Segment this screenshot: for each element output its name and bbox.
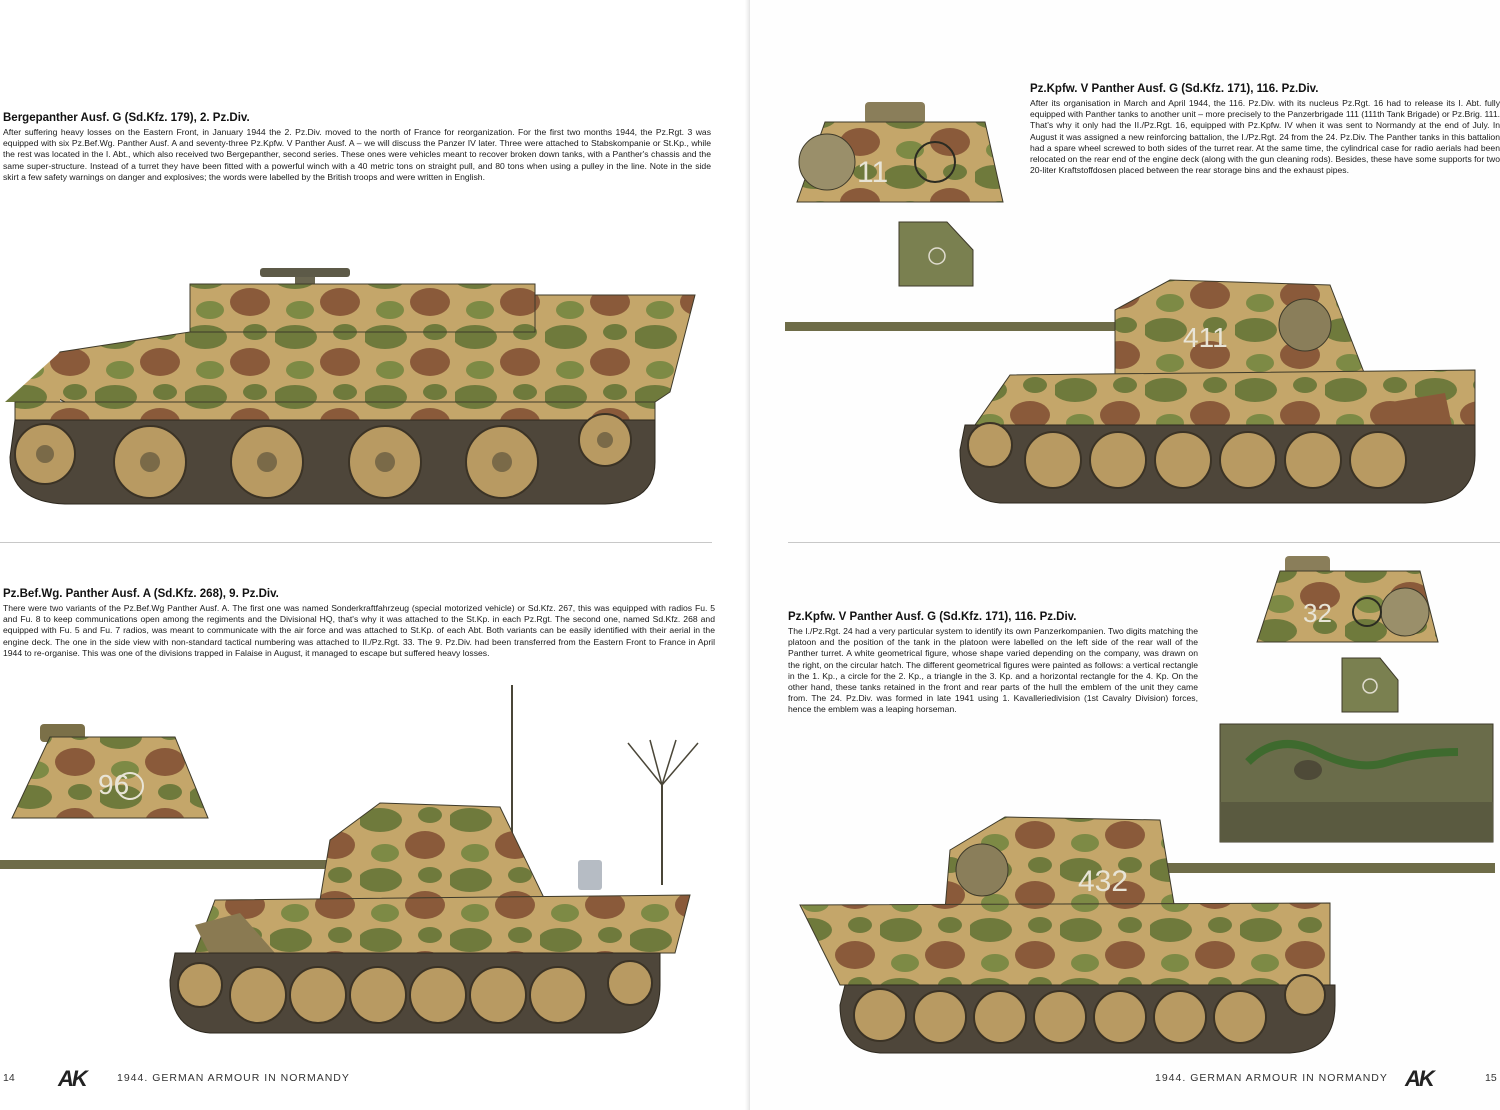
section-title: Pz.Kpfw. V Panther Ausf. G (Sd.Kfz. 171), 116. Pz.Div. [1030,83,1319,95]
turret-rear-illustration [795,102,1005,202]
section-text: The I./Pz.Rgt. 24 had a very particular system to identify its own Panzerkompanien. Two digits matching the platoon and the position of the tank in the platoon were labelled on the left side of the rear wall of the Panther turret. A white geometrical figure, whose shape varied depending on the company, was drawn on the right, on the circular hatch. The different geometrical figures were painted as follows: a vertical rectangle in the 1. Kp., a circle for the 2. Kp., a triangle in the 3. Kp. and a horizontal rectangle for the 4. Kp. On the other hand, these tanks retained in the front and rear parts of the hull the emblem of the unit they came from. The 24. Pz.Div. was formed in late 1941 using 1. Kavalleriedivision (1st Cavalry Division) forces, hence the emblem was a leaping horseman. [788,626,1198,715]
page-number: 15 [1485,1072,1497,1084]
ak-logo: AK [1405,1066,1433,1091]
section-pz-bef-wg [3,587,715,659]
panther-g-432-illustration [790,795,1495,1065]
turret-number: 11 [857,156,889,189]
footer-title: 1944. GERMAN ARMOUR IN NORMANDY [1155,1072,1388,1084]
section-title: Pz.Bef.Wg. Panther Ausf. A (Sd.Kfz. 268), 9. Pz.Div. [3,588,279,600]
panther-g-411-illustration [785,255,1500,525]
section-text: After its organisation in March and April 1944, the 116. Pz.Div. with its nucleus Pz.Rgt. 16 had to release its I. Abt. fully equipped with Panther tanks to another unit – more precisely to the Panzerbrigade 111 (111th Tank Brigade) or Pz.Brig. 111. That's why it only had the II./Pz.Rgt. 16, equipped with Pz.Kpfw. IV when it was sent to Normandy at the end of July. In August it was assigned a new reinforcing battalion, the I./Pz.Rgt. 24 from the 24. Pz.Div. The Panther tanks in this battalion had a spare wheel screwed to both sides of the turret rear. At the same time, the cylindrical case for radio aerials had been relocated on the rear end of the engine deck (along with the gun cleaning rods). Besides, these have some supports for two 20-liter Kraftstoffdosen placed between the rear storage bins and the exhaust pipes. [1030,98,1500,176]
section-panther-g-2 [788,610,1198,716]
turret-rear-illustration [1255,556,1440,644]
ak-logo: AK [58,1066,86,1091]
footer-title: 1944. GERMAN ARMOUR IN NORMANDY [117,1072,350,1084]
section-bergepanther [3,111,711,183]
turret-number: 32 [1303,598,1332,628]
bergepanther-illustration [5,262,717,524]
page-number: 14 [3,1072,15,1084]
turret-number: 432 [1078,865,1129,898]
section-text: After suffering heavy losses on the Eastern Front, in January 1944 the 2. Pz.Div. moved to the north of France for reorganization. For the first two months 1944, the Pz.Rgt. 3 was equipped with six Pz.Bef.Wg. Panther Ausf. A and seventy-three Pz.Kpfw. V Panther Ausf. A – we will discuss the Panzer IV later. Three were attached to Stabskompanie or St.Kp., while the rest was located in the I. Abt., which also received two Bergepanther, second series. These ones were vehicles meant to recover broken down tanks, with a Panther's chassis and the same super-structure. Instead of a turret they have been fitted with a powerful winch with a 40 metric tons on straight pull, and 80 tons when using a pulley in the line. Note in the side skirt a few safety warnings on danger and explosives; the words were labelled by the British troops and were written in English. [3,127,711,182]
turret-number: 411 [1183,322,1228,353]
section-panther-g-1 [1030,82,1500,176]
section-title: Pz.Kpfw. V Panther Ausf. G (Sd.Kfz. 171), 116. Pz.Div. [788,611,1077,623]
pz-bef-wg-illustration [0,685,712,1065]
armor-plate-illustration [1340,656,1400,714]
section-divider [788,542,1500,543]
right-page [750,0,1500,1110]
section-title: Bergepanther Ausf. G (Sd.Kfz. 179), 2. Pz.Div. [3,112,250,124]
section-divider [0,542,712,543]
section-text: There were two variants of the Pz.Bef.Wg Panther Ausf. A. The first one was named Sonderkraftfahrzeug (special motorized vehicle) or Sd.Kfz. 267, this was equipped with radios Fu. 5 and Fu. 8 to keep communications open among the regiments and the Divisional HQ, that's why it was attached to the St.Kp. in each Pz.Rgt. The second one, named Sd.Kfz. 268 and equipped with Fu. 5 and Fu. 7 radios, was meant to communicate with the air force and was attached to St.Kp. of each Abt. Both variants can be easily identified with their aerial in the engine deck. The one in the side view with non-standard tactical numbering was attached to II./Pz.Rgt. 33. The 9. Pz.Div. had been transferred from the Eastern Front to France in April 1944 to re-organise. This was one of the divisions trapped in Falaise in August, it managed to escape but suffered heavy losses. [3,603,715,658]
turret-number: 96 [98,769,130,800]
